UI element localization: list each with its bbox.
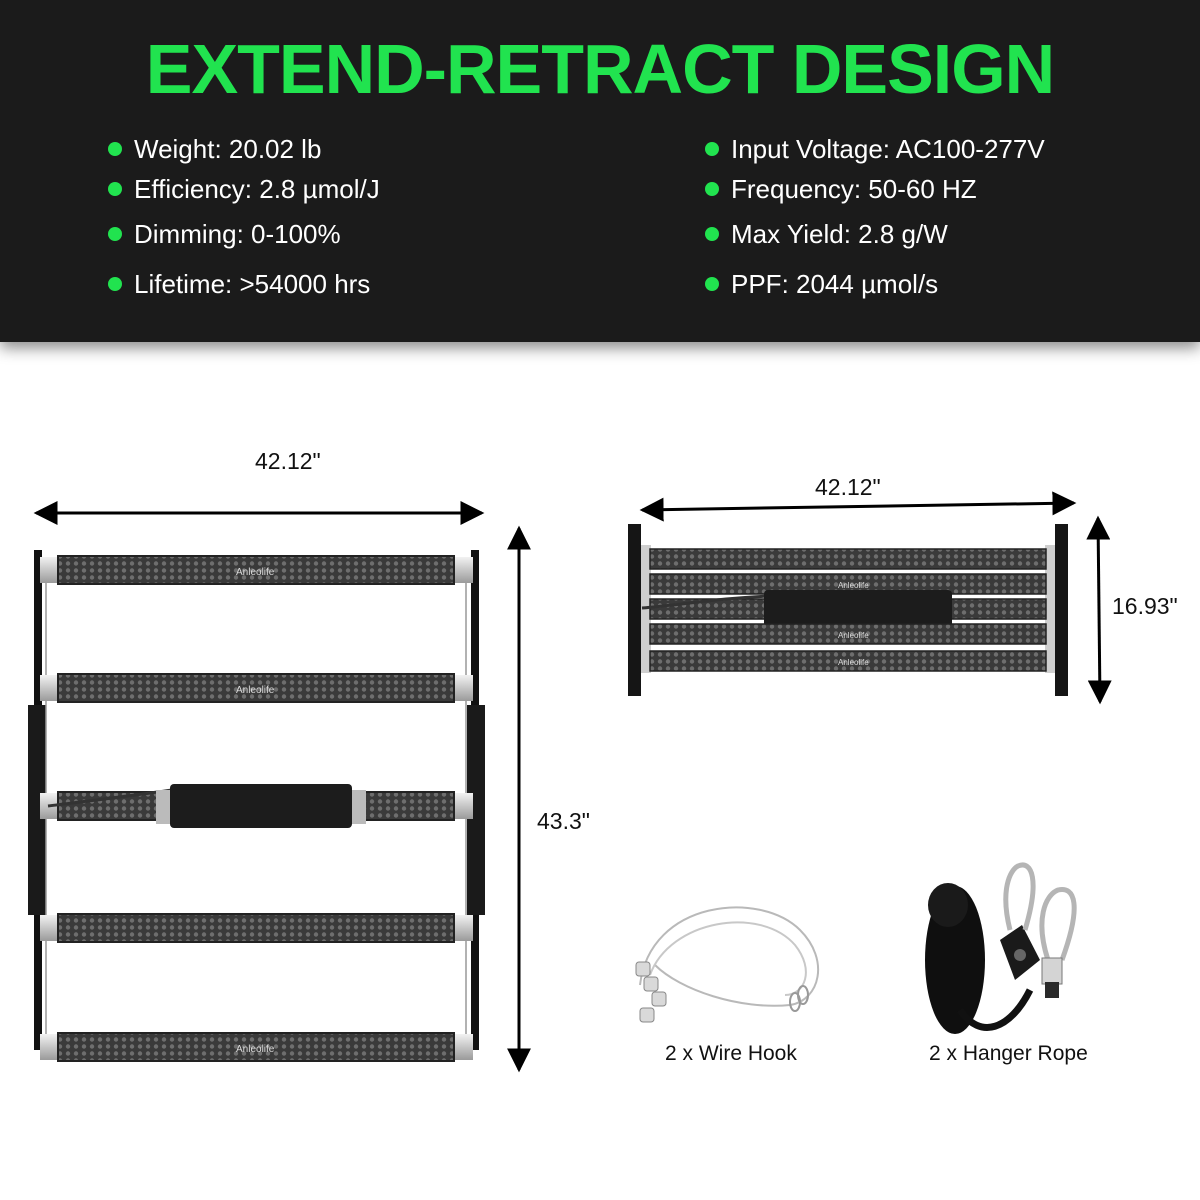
- retracted-height-label: 16.93": [1112, 593, 1178, 619]
- extended-fixture: [28, 550, 485, 1061]
- svg-text:Anleolife: Anleolife: [236, 685, 275, 696]
- light-bar-with-driver: [40, 784, 473, 828]
- light-bar: [40, 1033, 473, 1061]
- extended-height-label: 43.3": [537, 808, 590, 834]
- svg-text:Anleolife: Anleolife: [838, 581, 869, 590]
- retracted-width-label: 42.12": [815, 474, 881, 500]
- spec-ppf: PPF: 2044 µmol/s: [705, 269, 938, 299]
- svg-text:Anleolife: Anleolife: [236, 567, 275, 578]
- light-bar: [40, 556, 473, 584]
- extended-width-label: 42.12": [255, 448, 321, 474]
- svg-text:Anleolife: Anleolife: [838, 631, 869, 640]
- spec-efficiency: Efficiency: 2.8 µmol/J: [108, 174, 380, 204]
- wire-hook-icon: [636, 907, 818, 1022]
- hanger-rope-icon: [925, 865, 1074, 1034]
- light-bar: [40, 674, 473, 702]
- spec-frequency: Frequency: 50-60 HZ: [705, 174, 977, 204]
- svg-text:Anleolife: Anleolife: [838, 658, 869, 667]
- spec-input-voltage: Input Voltage: AC100-277V: [705, 134, 1045, 164]
- light-bar: [40, 914, 473, 942]
- svg-text:Anleolife: Anleolife: [236, 1044, 275, 1055]
- width-arrow: [642, 503, 1074, 510]
- spec-dimming: Dimming: 0-100%: [108, 219, 341, 249]
- spec-lifetime: Lifetime: >54000 hrs: [108, 269, 370, 299]
- page-title: EXTEND-RETRACT DESIGN: [145, 30, 1055, 108]
- wire-hook-caption: 2 x Wire Hook: [665, 1042, 797, 1065]
- spec-weight: Weight: 20.02 lb: [108, 134, 321, 164]
- spec-max-yield: Max Yield: 2.8 g/W: [705, 219, 948, 249]
- retracted-fixture: [628, 524, 1068, 696]
- hanger-rope-caption: 2 x Hanger Rope: [929, 1042, 1088, 1065]
- height-arrow: [1098, 518, 1100, 702]
